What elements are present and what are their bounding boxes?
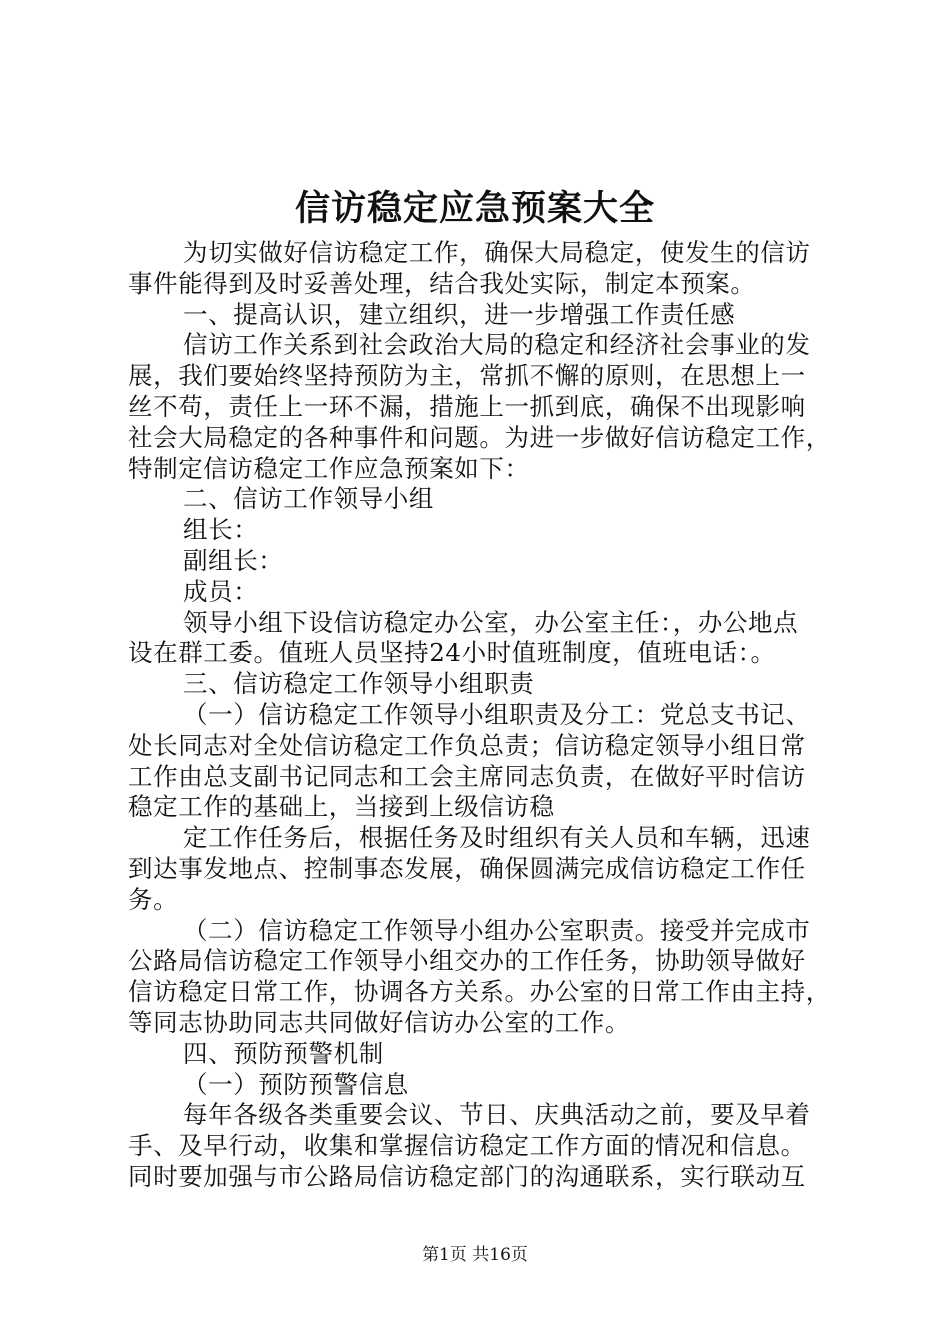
paragraph-line: 务。: [128, 884, 179, 914]
paragraph-line: （一）预防预警信息: [183, 1069, 409, 1099]
paragraph-line: 成员：: [183, 576, 259, 606]
paragraph-line: 信访工作关系到社会政治大局的稳定和经济社会事业的发: [183, 330, 811, 360]
document-title: 信访稳定应急预案大全: [294, 189, 655, 229]
paragraph-line: 一、提高认识，建立组织，进一步增强工作责任感: [183, 299, 736, 329]
paragraph-line: 处长同志对全处信访稳定工作负总责；信访稳定领导小组日常: [128, 730, 806, 760]
paragraph-line: 手、及早行动，收集和掌握信访稳定工作方面的情况和信息。: [128, 1131, 806, 1161]
paragraph-line: 信访稳定日常工作，协调各方关系。办公室的日常工作由主持，: [128, 977, 831, 1007]
document-body: [128, 238, 831, 1193]
paragraph-line: 到达事发地点、控制事态发展，确保圆满完成信访稳定工作任: [128, 853, 806, 883]
page-footer: 第1页 共16页: [422, 1245, 528, 1265]
paragraph-line: 组长：: [183, 515, 259, 545]
paragraph-line: 丝不苟，责任上一环不漏，措施上一抓到底，确保不出现影响: [128, 391, 806, 421]
paragraph-line: 特制定信访稳定工作应急预案如下：: [128, 453, 530, 483]
paragraph-line: 三、信访稳定工作领导小组职责: [183, 669, 535, 699]
paragraph-line: 每年各级各类重要会议、节日、庆典活动之前，要及早着: [183, 1100, 811, 1130]
paragraph-line: 工作由总支副书记同志和工会主席同志负责，在做好平时信访: [128, 761, 806, 791]
paragraph-line: 设在群工委。值班人员坚持24小时值班制度，值班电话：。: [128, 638, 776, 668]
paragraph-line: 公路局信访稳定工作领导小组交办的工作任务，协助领导做好: [128, 946, 806, 976]
paragraph-line: 二、信访工作领导小组: [183, 484, 434, 514]
paragraph-line: 副组长：: [183, 545, 284, 575]
paragraph-line: 事件能得到及时妥善处理，结合我处实际，制定本预案。: [128, 268, 756, 298]
paragraph-line: 为切实做好信访稳定工作，确保大局稳定，使发生的信访: [183, 238, 811, 267]
paragraph-line: 定工作任务后，根据任务及时组织有关人员和车辆，迅速: [183, 823, 811, 853]
paragraph-line: 等同志协助同志共同做好信访办公室的工作。: [128, 1007, 630, 1037]
paragraph-line: 四、预防预警机制: [183, 1038, 384, 1068]
paragraph-line: （二）信访稳定工作领导小组办公室职责。接受并完成市: [183, 915, 811, 945]
paragraph-line: 同时要加强与市公路局信访稳定部门的沟通联系，实行联动互: [128, 1161, 806, 1191]
paragraph-line: 领导小组下设信访稳定办公室，办公室主任：，办公地点: [183, 607, 799, 637]
paragraph-line: 社会大局稳定的各种事件和问题。为进一步做好信访稳定工作，: [128, 422, 831, 452]
paragraph-line: （一）信访稳定工作领导小组职责及分工：党总支书记、: [183, 699, 811, 729]
paragraph-line: 展，我们要始终坚持预防为主，常抓不懈的原则，在思想上一: [128, 361, 806, 391]
paragraph-line: 稳定工作的基础上，当接到上级信访稳: [128, 792, 555, 822]
